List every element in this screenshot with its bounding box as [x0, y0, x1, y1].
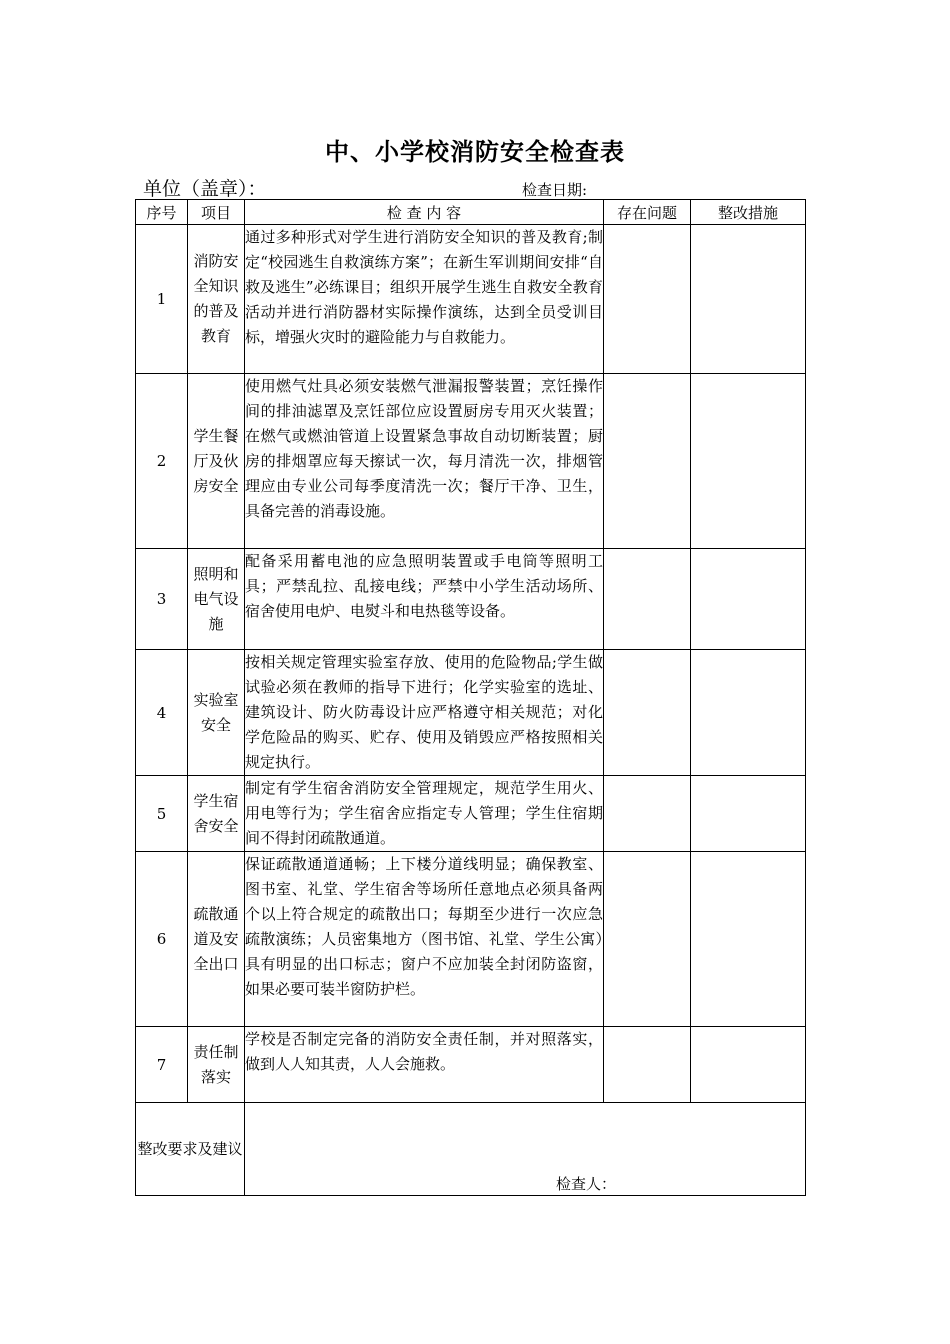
table-row [136, 374, 806, 549]
page-title: 中、小学校消防安全检查表 [325, 138, 625, 166]
row-item: 消防安全知识的普及教育 [188, 225, 245, 374]
issues-cell[interactable] [604, 374, 691, 549]
table-row [136, 549, 806, 650]
table-row [136, 852, 806, 1027]
issues-cell[interactable] [604, 225, 691, 374]
row-number: 7 [136, 1027, 188, 1103]
table-row [136, 1027, 806, 1103]
measures-cell[interactable] [691, 650, 806, 776]
row-number: 5 [136, 776, 188, 852]
issues-cell[interactable] [604, 549, 691, 650]
table-row [136, 225, 806, 374]
table-header-row [136, 200, 806, 225]
measures-cell[interactable] [691, 549, 806, 650]
header-content: 检 查 内 容 [245, 200, 604, 225]
row-content: 使用燃气灶具必须安装燃气泄漏报警装置；烹饪操作间的排油滤罩及烹饪部位应设置厨房专用灭火装置；在燃气或燃油管道上设置紧急事故自动切断装置；厨房的排烟罩应每天擦试一次，每月清洗一次，排烟管理应由专业公司每季度清洗一次；餐厅干净、卫生，具备完善的消毒设施。 [245, 374, 604, 549]
measures-cell[interactable] [691, 776, 806, 852]
issues-cell[interactable] [604, 1027, 691, 1103]
header-item: 项目 [188, 200, 245, 225]
row-number: 6 [136, 852, 188, 1027]
row-item: 照明和电气设施 [188, 549, 245, 650]
row-content: 制定有学生宿舍消防安全管理规定，规范学生用火、用电等行为；学生宿舍应指定专人管理；学生住宿期间不得封闭疏散通道。 [245, 776, 604, 852]
row-content: 按相关规定管理实验室存放、使用的危险物品;学生做试验必须在教师的指导下进行；化学实验室的选址、建筑设计、防火防毒设计应严格遵守相关规范；对化学危险品的购买、贮存、使用及销毁应严格按照相关规定执行。 [245, 650, 604, 776]
unit-stamp-label: 单位（盖章）： [143, 178, 267, 200]
row-number: 3 [136, 549, 188, 650]
issues-cell[interactable] [604, 650, 691, 776]
inspection-date-label: 检查日期: [522, 181, 588, 199]
requirements-label: 整改要求及建议 [136, 1103, 245, 1196]
row-content: 保证疏散通道通畅；上下楼分道线明显；确保教室、图书室、礼堂、学生宿舍等场所任意地点必须具备两个以上符合规定的疏散出口；每期至少进行一次应急疏散演练；人员密集地方（图书馆、礼堂、学生公寓）具有明显的出口标志；窗户不应加装全封闭防盗窗，如果必要可装半窗防护栏。 [245, 852, 604, 1027]
requirements-body[interactable] [245, 1103, 806, 1196]
header-issues: 存在问题 [604, 200, 691, 225]
row-item: 学生宿舍安全 [188, 776, 245, 852]
inspector-label: 检查人： [556, 1175, 617, 1193]
requirements-row [136, 1103, 806, 1196]
row-item: 疏散通道及安全出口 [188, 852, 245, 1027]
row-content: 通过多种形式对学生进行消防安全知识的普及教育;制定“校园逃生自救演练方案”；在新生军训期间安排“自救及逃生”必练课目；组织开展学生逃生自救安全教育活动并进行消防器材实际操作演练，达到全员受训目标，增强火灾时的避险能力与自救能力。 [245, 225, 604, 374]
issues-cell[interactable] [604, 776, 691, 852]
measures-cell[interactable] [691, 852, 806, 1027]
header-measures: 整改措施 [691, 200, 806, 225]
measures-cell[interactable] [691, 225, 806, 374]
header-num: 序号 [136, 200, 188, 225]
measures-cell[interactable] [691, 374, 806, 549]
row-number: 4 [136, 650, 188, 776]
row-content: 配备采用蓄电池的应急照明装置或手电筒等照明工具；严禁乱拉、乱接电线；严禁中小学生活动场所、宿舍使用电炉、电熨斗和电热毯等设备。 [245, 549, 604, 650]
row-number: 1 [136, 225, 188, 374]
table-row [136, 650, 806, 776]
row-item: 责任制落实 [188, 1027, 245, 1103]
measures-cell[interactable] [691, 1027, 806, 1103]
table-row [136, 776, 806, 852]
inspection-table [135, 199, 806, 1196]
row-item: 学生餐厅及伙房安全 [188, 374, 245, 549]
row-number: 2 [136, 374, 188, 549]
row-content: 学校是否制定完备的消防安全责任制，并对照落实，做到人人知其责，人人会施救。 [245, 1027, 604, 1103]
row-item: 实验室安全 [188, 650, 245, 776]
issues-cell[interactable] [604, 852, 691, 1027]
